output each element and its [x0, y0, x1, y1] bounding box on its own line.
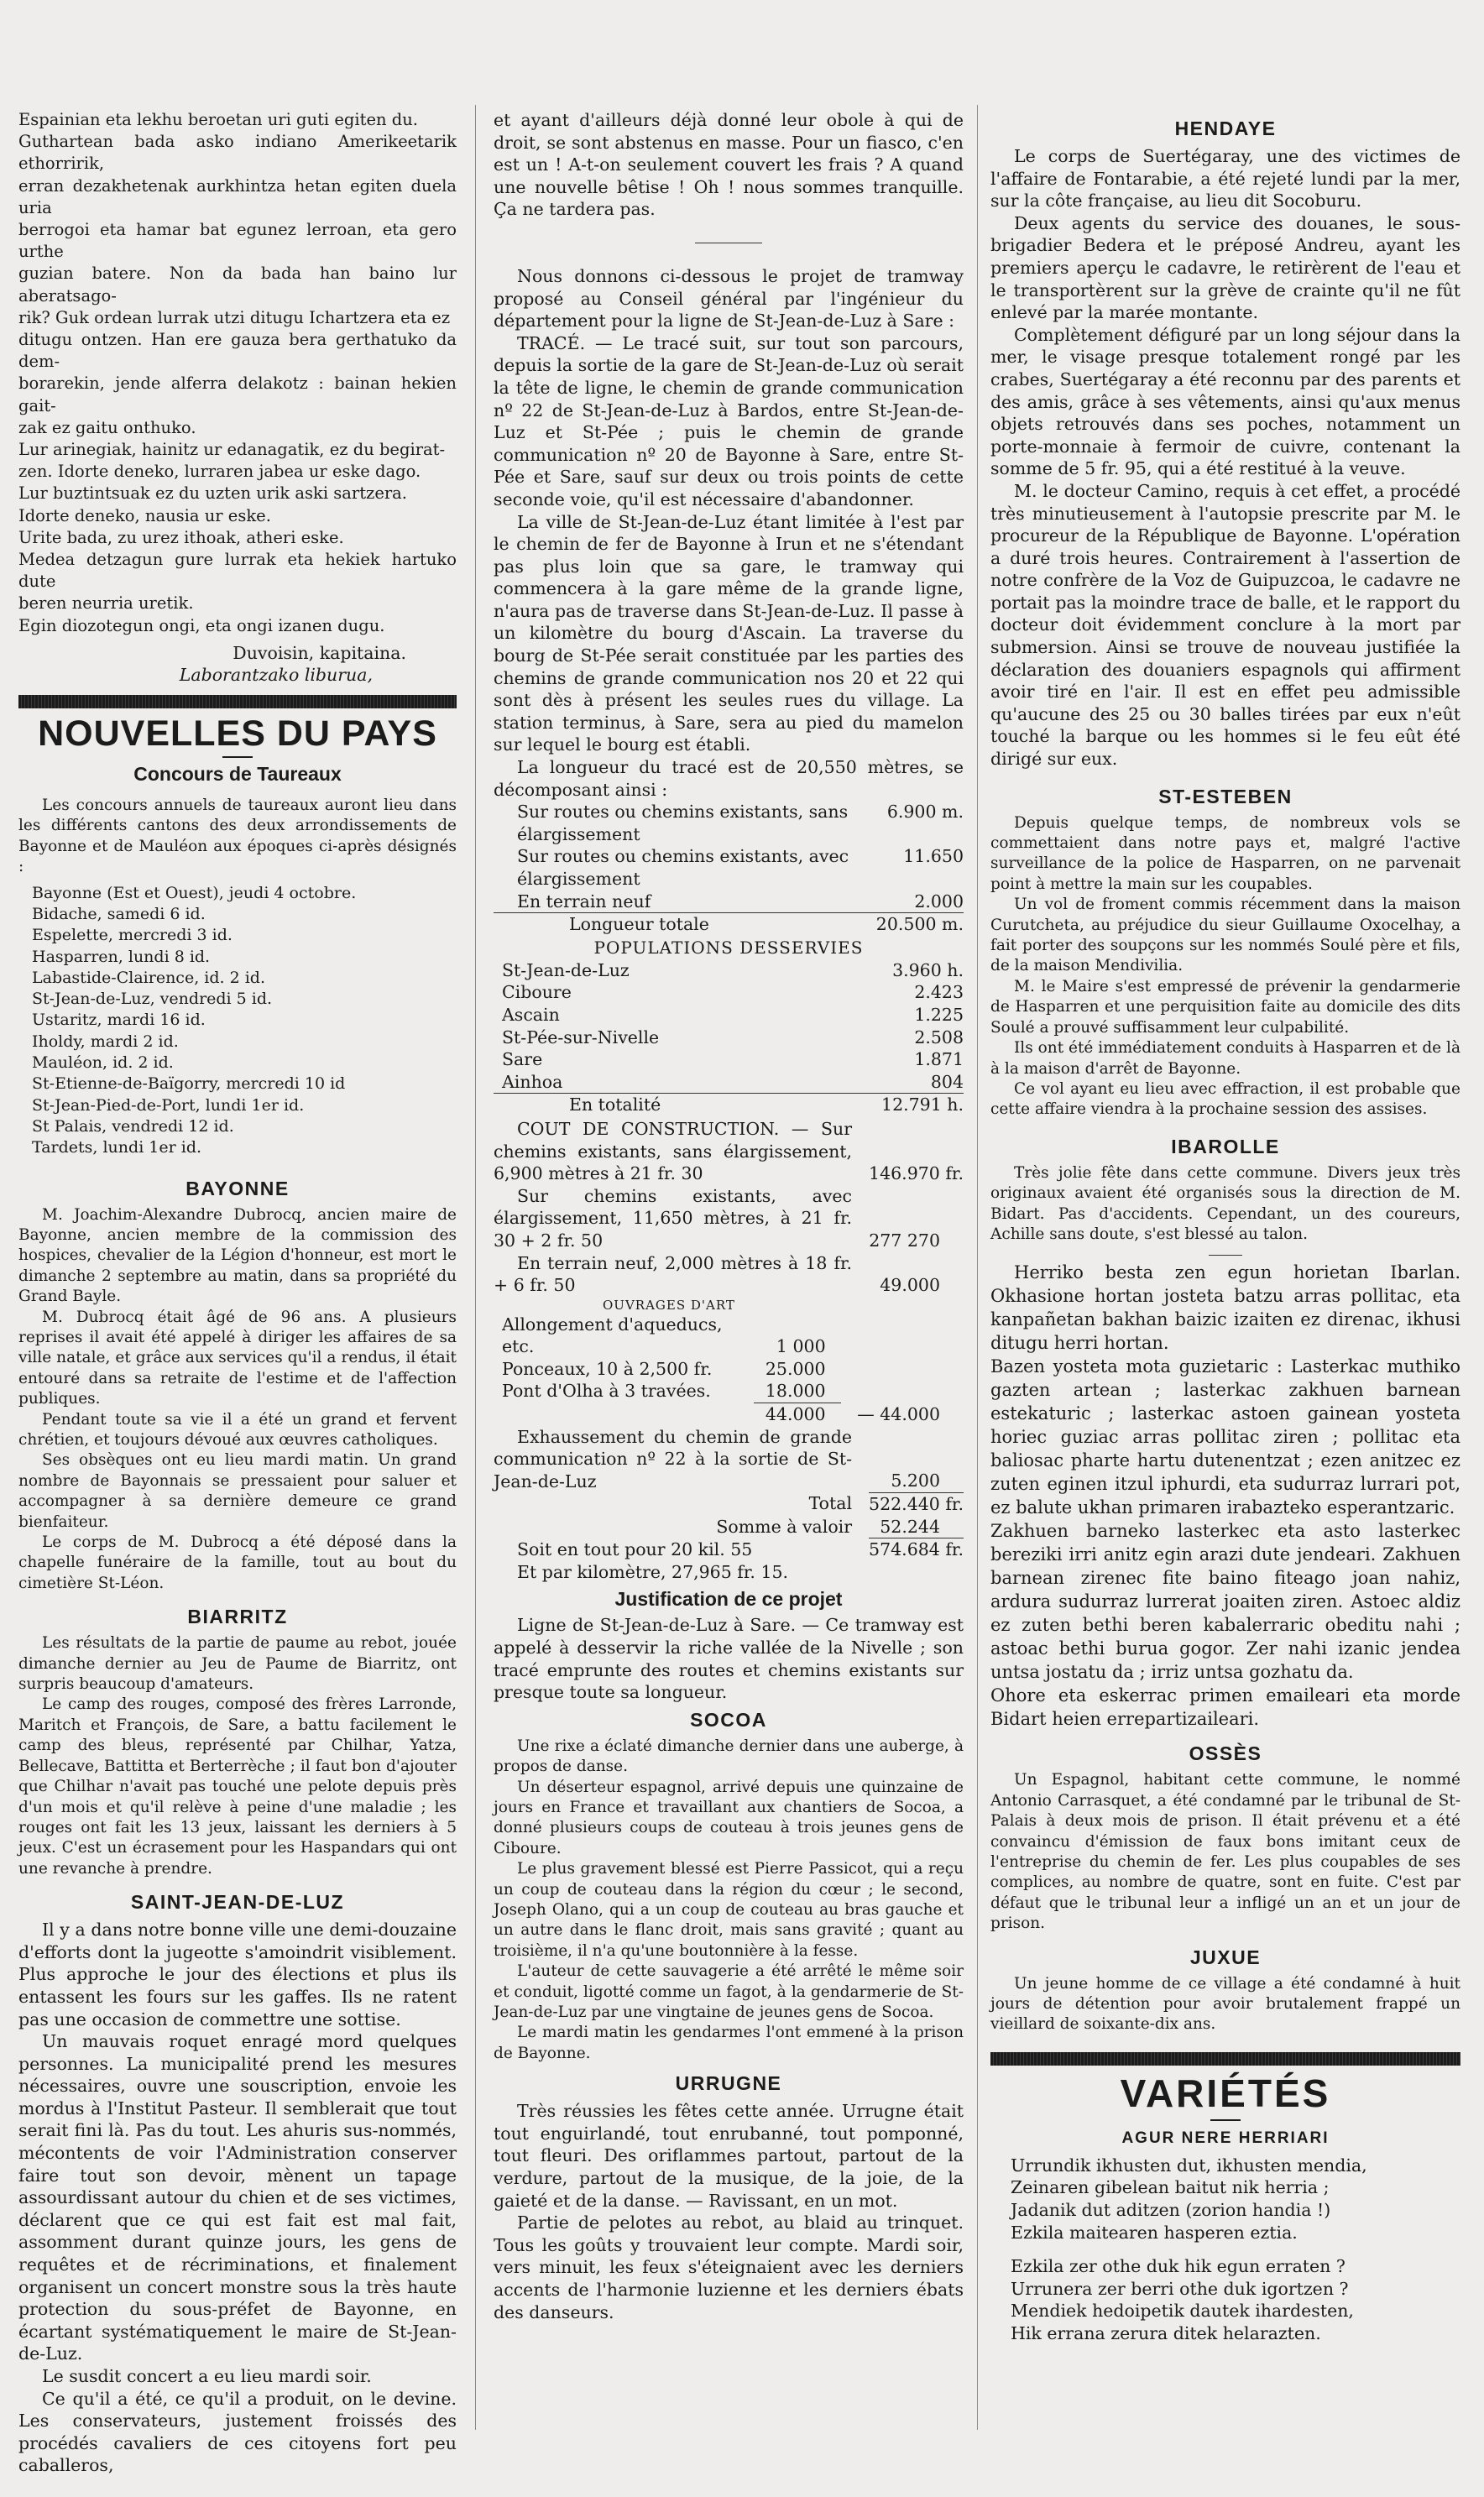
article-paragraph: Le mardi matin les gendarmes l'ont emmené à la prison de Bayonne.	[494, 2024, 964, 2062]
article-paragraph: M. Joachim-Alexandre Dubrocq, ancien maire de Bayonne, ancien membre de la commission des hospices, chevalier de la Légion d'honneur, est mort le dimanche 2 septembre au matin, dans sa propriété du Grand Bayle.	[18, 1205, 457, 1306]
article-paragraph: Le corps de M. Dubrocq a été déposé dans la chapelle funéraire de la famille, tout au bout du cimetière St-Léon.	[18, 1533, 457, 1592]
article-paragraph: Partie de pelotes au rebot, au blaid au trinquet. Tous les goûts y trouvaient leur compte. Mardi soir, vers minuit, les feux s'éteignaient avec les derniers accents de l'harmonie luzienne et les derniers ébats des danseurs.	[494, 2212, 964, 2322]
column-1	[18, 109, 457, 2477]
article-paragraph: Complètement défiguré par un long séjour dans la mer, le visage presque totalement rongé par les crabes, Suertégaray a été reconnu par des parents et des amis, grâce à ses vêtements, ainsi qu'aux menus objets retrouvés dans ses poches, notamment un porte-monnaie à fermoir de cuivre, contenant la somme de 5 fr. 95, qui a été restitué à la veuve.	[990, 324, 1460, 479]
list-item: Tardets, lundi 1er id.	[32, 1138, 202, 1157]
text-line: erran dezakhetenak aurkhintza hetan egiten duela uria	[18, 175, 457, 217]
table-cell: Exhaussement du chemin de grande communication nº 22 à la sortie de St-Jean-de-Luz	[494, 1426, 853, 1491]
table-total-row	[494, 1094, 964, 1116]
table-cell: 146.970 fr.	[869, 1163, 964, 1184]
article-paragraph: Le plus gravement blessé est Pierre Passicot, qui a reçu un coup de couteau dans la région du cœur ; le second, Joseph Olano, qui a un coup de couteau au bras gauche et un autre dans le flanc droit, mais sans gravité ; quant au troisième, il n'a qu'une boutonnière à la fesse.	[494, 1860, 964, 1960]
table-cell: 49.000	[880, 1275, 940, 1296]
article-paragraph: Ses obsèques ont eu lieu mardi matin. Un grand nombre de Bayonnais se pressaient pour saluer et accompagner à sa dernière demeure ce grand bienfaiteur.	[18, 1451, 457, 1531]
text-line: Urite bada, zu urez ithoak, atheri eske.	[18, 527, 344, 547]
text-line: zen. Idorte deneko, lurraren jabea ur eske dago.	[18, 462, 421, 482]
table-cell: Somme à valoir	[716, 1516, 853, 1537]
table-cell: Sur routes ou chemins existants, avec élargissement	[517, 846, 849, 889]
list-item: Hasparren, lundi 8 id.	[32, 947, 211, 966]
article-paragraph: Le camp des rouges, composé des frères Larronde, Maritch et François, de Sare, a battu facilement le camp des bleus, représenté par Chilhar, Yatza, Bellecave, Battitta et Berterrèche ; il faut bon d'ajouter que Chilhar n'avait pas touché une pelote depuis près d'un mois et qu'il relève à peine d'une maladie ; les rouges ont fait les 13 jeux, laissant les derniers à 5 jeux. C'est un écrasement pour les Haspandars qui ont une revanche à prendre.	[18, 1695, 457, 1878]
table-row	[494, 1314, 964, 1358]
list-item: Bidache, samedi 6 id.	[32, 904, 206, 923]
poem-stanza	[1011, 2155, 1460, 2244]
table-row	[494, 959, 964, 982]
article-paragraph: Nous donnons ci-dessous le projet de tramway proposé au Conseil général par l'ingénieur du département pour la ligne de St-Jean-de-Luz à Sare :	[494, 265, 964, 332]
concours-title: Concours de Taureaux	[133, 763, 342, 786]
article-paragraph: M. le docteur Camino, requis à cet effet, a procédé très minutieusement à l'autopsie prescrite par M. le procureur de la République de Bayonne. L'opération a duré trois heures. Contrairement à l'assertion de notre confrère de la Voz de Guipuzcoa, le cadavre ne portait pas la moindre trace de balle, et le rapport du docteur doit évidemment conclure à la mort par submersion. Ainsi se trouve de nouveau justifiée la déclaration des douaniers espagnols qui affirment avoir tiré en l'air. Il est en effet peu admissible qu'aucune des 25 ou 30 balles tirées par eux n'eût touché la barque ou les hommes si le feu eût été dirigé sur eux.	[990, 480, 1460, 770]
title-underline	[222, 756, 253, 758]
source-citation-text: Laborantzako liburua,	[179, 665, 373, 686]
text-line: Lur buztintsuak ez du uzten urik aski sartzera.	[18, 483, 408, 504]
article-paragraph: Et par kilomètre, 27,965 fr. 15.	[517, 1561, 789, 1582]
varietes-title: VARIÉTÉS	[1120, 2071, 1331, 2115]
poem-line: Urrunera zer berri othe duk igortzen ?	[1011, 2278, 1349, 2299]
table-row	[494, 981, 964, 1004]
table-cell: En terrain neuf	[517, 891, 651, 912]
list-item: St Palais, vendredi 12 id.	[32, 1116, 234, 1136]
table-row	[494, 1538, 964, 1561]
article-paragraph: Ligne de St-Jean-de-Luz à Sare. — Ce tramway est appelé à desservir la riche vallée de la Nivelle ; son tracé emprunte des routes et chemins existants sur presque toute sa longueur.	[494, 1615, 964, 1703]
article-paragraph: Un jeune homme de ce village a été condamné à huit jours de détention pour avoir brutalement frappé un vieillard de soixante-dix ans.	[990, 1974, 1460, 2034]
column-rule	[475, 105, 476, 2430]
table-cell: 2.508	[914, 1026, 964, 1047]
text-line: Guthartean bada asko indiano Amerikeetarik ethorririk,	[18, 132, 457, 174]
table-row	[494, 845, 964, 890]
article-paragraph: Un vol de froment commis récemment dans la maison Curutcheta, au préjudice du sieur Guillaume Oxocelhay, a fait porter des soupçons sur les nommés Soulé père et fils, de la maison Mendivilia.	[990, 896, 1460, 975]
table-cell: 44.000	[754, 1403, 841, 1426]
table-cell: Longueur totale	[494, 913, 876, 936]
table-row	[494, 1004, 964, 1026]
table-cell: Pont d'Olha à 3 travées.	[502, 1381, 711, 1402]
text-line: Espainian eta lekhu beroetan uri guti egiten du.	[18, 110, 418, 129]
poem-stanza	[1011, 2255, 1460, 2344]
text-line: zak ez gaitu onthuko.	[18, 417, 196, 437]
article-paragraph: La longueur du tracé est de 20,550 mètres, se décomposant ainsi :	[494, 757, 964, 800]
article-paragraph: et ayant d'ailleurs déjà donné leur obole à qui de droit, se sont abstenus en masse. Pour un fiasco, c'en est un ! A-t-on seulement couvert les frais ? A quand une nouvelle bêtise ! Oh ! nous sommes tranquille. Ça ne tardera pas.	[494, 110, 964, 220]
table-cell: 6.900 m.	[886, 802, 964, 823]
column-2	[494, 109, 964, 2323]
table-total-row	[494, 1403, 964, 1426]
ibarolle-title: IBAROLLE	[1171, 1135, 1280, 1157]
article-paragraph: Ce qu'il a été, ce qu'il a produit, on le devine. Les conservateurs, justement froissés des procédés cavaliers de ces citoyens fort peu caballeros,	[18, 2388, 457, 2476]
article-paragraph: Un Espagnol, habitant cette commune, le nommé Antonio Carrasquet, a été condamné par le tribunal de St-Palais à deux mois de prison. Il était prévenu et a été convaincu d'émission de faux bons imitant ceux de l'entreprise du chemin de fer. Les plus coupables de ses complices, au nombre de quatre, sont en fuite. C'est par défaut que le tribunal leur a infligé un an et un jour de prison.	[990, 1771, 1460, 1933]
poem-line: Mendiek hedoipetik dautek ihardesten,	[1011, 2301, 1354, 2322]
list-item: St-Jean-de-Luz, vendredi 5 id.	[32, 990, 273, 1009]
table-cell: 20.500 m.	[875, 914, 964, 935]
table-row	[494, 1380, 964, 1403]
article-paragraph: La ville de St-Jean-de-Luz étant limitée à l'est par le chemin de fer de Bayonne à Irun et ne s'étendant pas plus loin que sa gare, le tramway qui commencera à la gare même de la grande ligne, n'aura pas de traverse dans St-Jean-de-Luz. Il passe à un kilomètre du bourg d'Ascain. La traverse du bourg de St-Pée serait constituée par les parties des chemins de grande communication nos 20 et 22 qui sont dès à présent les seules rues du village. La station terminus, à Sare, sera au pied du mamelon sur lequel le bourg est établi.	[494, 511, 964, 755]
totals-table	[494, 1426, 964, 1561]
basque-text-block	[18, 109, 457, 637]
list-item: St-Etienne-de-Baïgorry, mercredi 10 id	[32, 1074, 346, 1094]
table-cell: 574.684 fr.	[869, 1539, 964, 1560]
text-line: ditugu ontzen. Han ere gauza bera gerthatuko da dem-	[18, 330, 457, 372]
table-row	[494, 801, 964, 845]
table-row	[494, 1358, 964, 1381]
table-row	[494, 1185, 964, 1252]
article-paragraph: Une rixe a éclaté dimanche dernier dans une auberge, à propos de danse.	[494, 1737, 964, 1776]
article-paragraph: Les résultats de la partie de paume au rebot, jouée dimanche dernier au Jeu de Paume de Biarritz, ont surpris beaucoup d'amateurs.	[18, 1634, 457, 1694]
text-line: Idorte deneko, nausia ur eske.	[18, 505, 271, 525]
article-paragraph: Très jolie fête dans cette commune. Divers jeux très originaux avaient été organisés sous la direction de M. Bidart. Pas d'accidents. Cependant, un des coureurs, Achille sans doute, s'est blessé au talon.	[990, 1163, 1460, 1243]
bayonne-title: BAYONNE	[186, 1177, 290, 1199]
table-row	[494, 891, 964, 913]
table-cell: Ascain	[502, 1004, 560, 1025]
text-line: guzian batere. Non da bada han baino lur aberatsago-	[18, 264, 457, 306]
table-cell: 1.225	[914, 1004, 964, 1025]
title-underline	[1210, 2119, 1241, 2121]
table-total-row	[494, 913, 964, 936]
osses-title: OSSÈS	[1189, 1742, 1262, 1765]
poem-line: Ezkila zer othe duk hik egun erraten ?	[1011, 2256, 1346, 2277]
table-cell: Sare	[502, 1049, 543, 1070]
article-paragraph: Un mauvais roquet enragé mord quelques personnes. La municipalité prend les mesures nécessaires, ouvre une souscription, envoie les mordus à l'Institut Pasteur. Il semblerait que tout serait fini là. Pas du tout. Les ahuris sus-nommés, mécontents de voir l'Administration conserver faire tout son devoir, mènent un tapage assourdissant autour du chien et de ses victimes, déclarent que ce qui est fait est mal fait, assomment durant quinze jours, les gens de requêtes et de récriminations, et finalement organisent un concert monstre sous la très haute protection du sous-préfet de Bayonne, en écartant systématiquement le maire de St-Jean-de-Luz.	[18, 2031, 457, 2364]
text-line: Lur arinegiak, hainitz ur edanagatik, ez du begirat-	[18, 440, 446, 460]
table-cell: 1.871	[914, 1049, 964, 1070]
section-divider-bar	[18, 695, 457, 708]
list-item: Espelette, mercredi 3 id.	[32, 926, 233, 945]
poem-title: AGUR NERE HERRIARI	[1121, 2129, 1330, 2147]
text-line: berrogoi eta hamar bat egunez lerroan, eta gero urthe	[18, 220, 457, 262]
list-item: Ustaritz, mardi 16 id.	[32, 1011, 206, 1030]
table-cell: 18.000	[765, 1381, 826, 1402]
article-paragraph: Il y a dans notre bonne ville une demi-douzaine d'efforts dont la jugeotte s'amoindrit visiblement. Plus approche le jour des élections et plus ils entassent les fours sur les gaffes. Ils ne ratent pas une occasion de commettre une sottise.	[18, 1920, 457, 2029]
article-paragraph: Pendant toute sa vie il a été un grand et fervent chrétien, et toujours dévoué aux œuvres catholiques.	[18, 1410, 457, 1450]
article-paragraph: M. le Maire s'est empressé de prévenir la gendarmerie de Hasparren et une perquisition faite au domicile des dits Soulé a prouvé suffisamment leur culpabilité.	[990, 977, 1460, 1037]
section-title: NOUVELLES DU PAYS	[38, 713, 437, 755]
table-cell-value: 44.000	[880, 1403, 940, 1424]
column-3	[990, 109, 1460, 2357]
article-paragraph: Ils ont été immédiatement conduits à Hasparren et de là à la maison d'arrêt de Bayonne.	[990, 1039, 1460, 1078]
table-cell: 12.791 h.	[808, 1094, 964, 1116]
ouvrages-title: OUVRAGES D'ART	[603, 1297, 735, 1313]
table-row	[494, 1118, 964, 1185]
article-paragraph: Ce vol ayant eu lieu avec effraction, il est probable que cette affaire viendra à la prochaine session des assises.	[990, 1079, 1460, 1119]
length-table	[494, 801, 964, 936]
list-item: St-Jean-Pied-de-Port, lundi 1er id.	[32, 1095, 305, 1115]
table-cell: Allongement d'aqueducs, etc.	[502, 1314, 723, 1357]
table-cell: Ainhoa	[502, 1071, 563, 1092]
table-cell: 3.960 h.	[892, 959, 964, 980]
populations-title: POPULATIONS DESSERVIES	[593, 937, 864, 958]
biarritz-title: BIARRITZ	[187, 1606, 288, 1628]
article-paragraph: TRACÉ. — Le tracé suit, sur tout son parcours, depuis la sortie de la gare de St-Jean-de-Luz où serait la tête de ligne, le chemin de grande communication nº 22 de St-Jean-de-Luz à Bardos, entre St-Jean-de-Luz et St-Pée ; puis le chemin de grande communication nº 20 de Bayonne à Sare, entre St-Pée et Sare, sauf sur deux ou trois points de cette seconde voie, qu'il est nécessaire d'abandonner.	[494, 332, 964, 509]
table-row	[494, 1048, 964, 1071]
article-paragraph: M. Dubrocq était âgé de 96 ans. A plusieurs reprises il avait été appelé à diriger les affaires de sa ville natale, et grâce aux services qu'il a rendus, il était entouré dans sa retraite de l'estime et de l'affection publiques.	[18, 1308, 457, 1408]
table-cell: 277 270	[869, 1230, 940, 1251]
divider	[1209, 1255, 1242, 1256]
text-line: Medea detzagun gure lurrak eta hekiek hartuko dute	[18, 550, 457, 592]
poem-line: Ezkila maitearen hasperen eztia.	[1011, 2222, 1298, 2243]
source-citation	[18, 664, 457, 687]
article-paragraph: L'auteur de cette sauvagerie a été arrêté le même soir et conduit, ligotté comme un fagot, à la gendarmerie de St-Jean-de-Luz par une vingtaine de jeunes gens de Socoa.	[494, 1962, 964, 2021]
article-paragraph: Le susdit concert a eu lieu mardi soir.	[42, 2366, 372, 2387]
basque-article: Herriko besta zen egun horietan Ibarlan. Okhasione hortan josteta batzu arras pollitac, eta kanpañetan bakhan baizic izaiten ez direnac, ikhusi ditugu herri hortan. Bazen yosteta mota guzietaric : Lasterkac muthiko gazten artean ; lasterkac zakhuen barnean estekaturic ; lasterkac astoen gainean yosteta horiec guziac arras pollitac ziren ; pollitac eta baliosac pharte hartu dutenentzat ; ezen anitzec ez zuten eginen itzul iphurdi, eta sudurraz lurrari pot, ez balute ukhan primaren irabazteko esperantzaric. Zakhuen barneko lasterkec eta asto lasterkec bereziki irri anitz egin arazi dute jendeari. Zakhuen barnean zirenec fite baino fiteago joan nahiz, ardura sudurraz lurrerat joaiten ziren. Astoec aldiz ez zuten bethi beren kabalerraric obeditu nahi ; astoac bethi burua gogor. Zer nahi izanic jendea untsa jostatu da ; irriz untsa gozhatu da. Ohore eta eskerrac primen emaileari eta morde Bidart heien errepartizaileari.	[990, 1262, 1460, 1730]
populations-table	[494, 959, 964, 1116]
hendaye-title: HENDAYE	[1174, 118, 1277, 139]
text-line: Egin diozotegun ongi, eta ongi izanen dugu.	[18, 615, 385, 635]
table-cell: Sur routes ou chemins existants, sans élargissement	[517, 802, 849, 844]
list-item: Bayonne (Est et Ouest), jeudi 4 octobre.	[32, 883, 357, 902]
list-item: Labastide-Clairence, id. 2 id.	[32, 968, 265, 987]
st-esteben-title: ST-ESTEBEN	[1158, 785, 1293, 807]
concours-intro: Les concours annuels de taureaux auront lieu dans les différents cantons des deux arrondissements de Bayonne et de Mauléon aux époques ci-après désignés :	[18, 797, 457, 876]
table-cell: — 44.000	[857, 1403, 940, 1424]
author-signature: Duvoisin, kapitaina.	[233, 642, 406, 663]
list-item: Mauléon, id. 2 id.	[32, 1053, 174, 1073]
juxue-title: JUXUE	[1189, 1946, 1262, 1968]
cost-table	[494, 1118, 964, 1297]
table-cell: Ciboure	[502, 982, 572, 1003]
list-item: Iholdy, mardi 2 id.	[32, 1032, 179, 1051]
article-paragraph: Le corps de Suertégaray, une des victimes de l'affaire de Fontarabie, a été rejeté lundi par la mer, sur la côte française, au lieu dit Socoburu.	[990, 146, 1460, 212]
table-cell: St-Pée-sur-Nivelle	[502, 1026, 660, 1047]
table-cell: 25.000	[765, 1358, 826, 1379]
table-cell: 1 000	[776, 1336, 826, 1357]
table-row	[494, 1492, 964, 1515]
text-line: borarekin, jende alferra delakotz : bainan hekien gait-	[18, 374, 457, 415]
article-paragraph: Un déserteur espagnol, arrivé depuis une quinzaine de jours en France et travaillant aux chantiers de Socoa, a donné plusieurs coups de couteau à trois jeunes gens de Ciboure.	[494, 1778, 964, 1857]
table-cell: Sur chemins existants, avec élargissement, 11,650 mètres, à 21 fr. 30 + 2 fr. 50	[494, 1185, 853, 1251]
ouvrages-table	[494, 1314, 964, 1426]
table-cell: 5.200	[891, 1471, 940, 1491]
text-line: beren neurria uretik.	[18, 593, 194, 614]
table-row	[494, 1071, 964, 1094]
article-paragraph: Deux agents du service des douanes, le sous-brigadier Bedera et le préposé Andreu, ayant les premiers aperçu le cadavre, le retirèrent de l'eau et le transportèrent sur la grève de crainte qu'il ne fût enlevé par la marée montante.	[990, 212, 1460, 323]
poem-line: Zeinaren gibelean baitut nik herria ;	[1011, 2177, 1330, 2198]
justification-title: Justification de ce projet	[614, 1588, 843, 1611]
table-cell: 11.650	[903, 846, 964, 867]
table-row	[494, 1026, 964, 1049]
poem-line: Urrundik ikhusten dut, ikhusten mendia,	[1011, 2155, 1367, 2176]
table-row	[494, 1426, 964, 1493]
table-cell: 2.000	[914, 891, 964, 912]
table-cell: En terrain neuf, 2,000 mètres à 18 fr. + 6 fr. 50	[494, 1252, 853, 1296]
table-cell: 522.440 fr.	[869, 1493, 964, 1514]
section-divider-bar	[990, 2052, 1460, 2066]
table-cell: 52.244	[880, 1516, 940, 1537]
table-cell: 2.423	[914, 982, 964, 1003]
poem-line: Jadanik dut aditzen (zorion handia !)	[1011, 2200, 1331, 2220]
text-line: rik? Guk ordean lurrak utzi ditugu Ichartzera eta ez	[18, 307, 451, 327]
table-cell: COUT DE CONSTRUCTION. — Sur chemins existants, sans élargissement, 6,900 mètres à 21 fr. 30	[494, 1118, 853, 1184]
table-cell: 804	[930, 1071, 964, 1092]
table-cell: St-Jean-de-Luz	[502, 959, 630, 980]
table-cell: Soit en tout pour 20 kil. 55	[517, 1538, 753, 1559]
table-row	[494, 1516, 964, 1538]
sjdl-title: SAINT-JEAN-DE-LUZ	[130, 1891, 345, 1914]
concours-list	[18, 883, 457, 1159]
urrugne-title: URRUGNE	[675, 2072, 782, 2095]
article-paragraph: Très réussies les fêtes cette année. Urrugne était tout enguirlandé, tout enrubanné, tout pomponné, tout fleuri. Des oriflammes partout, partout de la verdure, partout de la musique, de la joie, de la gaieté et de la danse. — Ravissant, en un mot.	[494, 2101, 964, 2211]
poem-line: Hik errana zerura ditek helarazten.	[1011, 2322, 1321, 2343]
socoa-title: SOCOA	[690, 1708, 767, 1731]
table-cell: Total	[808, 1493, 853, 1514]
table-cell: En totalité	[494, 1094, 808, 1116]
table-row	[494, 1252, 964, 1297]
column-rule	[977, 105, 978, 2430]
table-cell: Ponceaux, 10 à 2,500 fr.	[502, 1358, 713, 1379]
article-paragraph: Depuis quelque temps, de nombreux vols se commettaient dans notre pays et, malgré l'active surveillance de la police de Hasparren, on ne parvenait point à mettre la main sur les coupables.	[990, 813, 1460, 893]
